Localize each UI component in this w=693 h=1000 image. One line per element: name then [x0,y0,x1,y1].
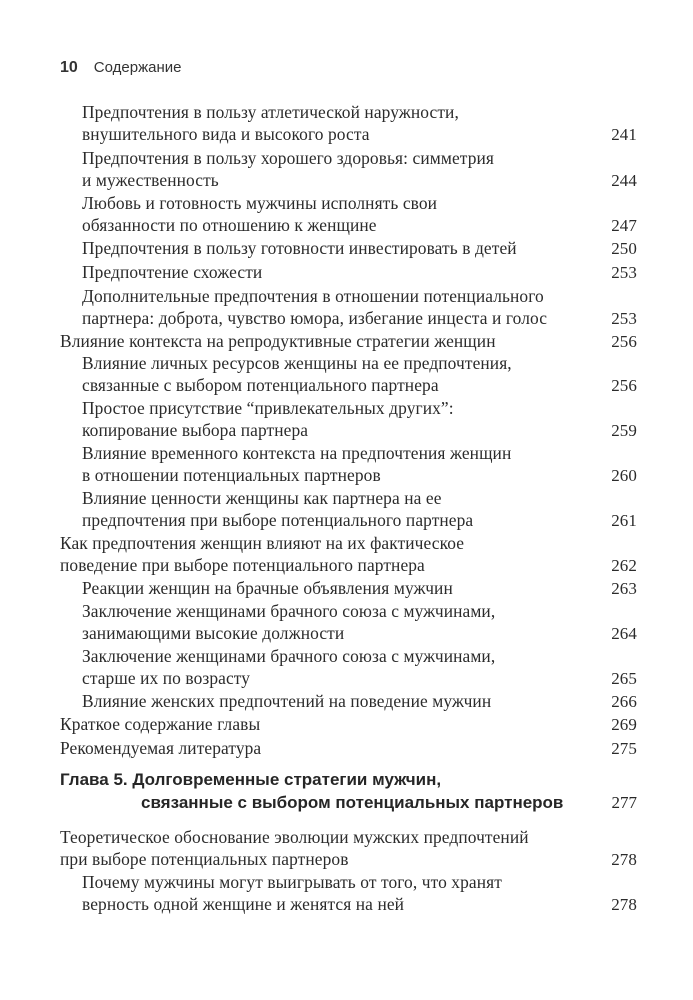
toc-entry-line1: Простое присутствие “привлекательных других”: [82,398,454,418]
toc-entry-line1: Заключение женщинами брачного союза с мужчинами, [82,601,496,621]
toc-entry [82,645,637,690]
toc-page-number: 259 [611,421,637,440]
toc-entry-line: Рекомендуемая литература [60,738,262,758]
toc-entry [82,577,637,600]
toc-entry-line2: при выборе потенциальных партнеров [60,849,349,869]
toc-entry-line1: Влияние временного контекста на предпочтения женщин [82,443,512,463]
toc-page-number: 253 [611,263,637,282]
toc-page-number: 260 [611,466,637,485]
toc-entry-line2: поведение при выборе потенциального партнера [60,555,425,575]
toc-entry [82,285,637,330]
toc-entry-line2: внушительного вида и высокого роста [82,124,370,144]
toc-entry-line1: Предпочтения в пользу атлетической наружности, [82,102,459,122]
running-title: Содержание [93,59,182,76]
toc-entry-line: Краткое содержание главы [60,714,261,734]
toc-entry [82,397,637,442]
toc-entry [82,871,637,916]
toc-entry-line2: старше их по возрасту [82,668,251,688]
toc-entry-line2: партнера: доброта, чувство юмора, избегание инцеста и голос [82,308,548,328]
toc-page-number: 262 [611,556,637,575]
toc-entry [82,690,637,713]
toc-entry [82,101,637,146]
toc-entry-line2: и мужественность [82,170,219,190]
toc-entry-line1: Влияние ценности женщины как партнера на ее [82,488,442,508]
toc-entry [82,237,637,260]
toc-entry [60,713,637,736]
toc-entry-line: Влияние контекста на репродуктивные стратегии женщин [60,331,496,351]
toc-entry-line1: Почему мужчины могут выигрывать от того, что хранят [82,872,502,892]
toc-page-number: 266 [611,692,637,711]
toc-entry-line: Предпочтение схожести [82,262,263,282]
toc-entry [82,147,637,192]
toc-entry [82,487,637,532]
toc-entry [60,330,637,353]
toc-page-number: 250 [611,239,637,258]
toc-entry-line1: Дополнительные предпочтения в отношении потенциального [82,286,544,306]
toc-page-number: 241 [611,125,637,144]
toc-page-number: 278 [611,850,637,869]
chapter-title-line1: Глава 5. Долговременные стратегии мужчин, [60,770,442,789]
toc-entry-line1: Заключение женщинами брачного союза с мужчинами, [82,646,496,666]
toc-entry-line2: обязанности по отношению к женщине [82,215,377,235]
toc-entry-line2: в отношении потенциальных партнеров [82,465,381,485]
toc-entry-line2: занимающими высокие должности [82,623,345,643]
toc-page-number: 278 [611,895,637,914]
chapter-heading [60,768,637,814]
toc-page-number: 244 [611,171,637,190]
toc-entry-line2: копирование выбора партнера [82,420,309,440]
toc-entry [82,352,637,397]
toc-entry-line2: предпочтения при выборе потенциального партнера [82,510,474,530]
page-number: 10 [60,59,78,76]
toc-page-number: 261 [611,511,637,530]
toc-entry [82,192,637,237]
toc-page-number: 253 [611,309,637,328]
toc-page-number: 277 [611,793,637,812]
toc-entry-line1: Любовь и готовность мужчины исполнять свои [82,193,438,213]
toc-entry [60,737,637,760]
toc-page-number: 265 [611,669,637,688]
toc-entry-line1: Теоретическое обоснование эволюции мужских предпочтений [60,827,529,847]
toc-entry-line: Предпочтения в пользу готовности инвестировать в детей [82,238,517,258]
toc-page-number: 247 [611,216,637,235]
toc-entry [60,826,637,871]
toc-page-number: 264 [611,624,637,643]
toc-entry-line2: связанные с выбором потенциального партнера [82,375,439,395]
running-header [60,59,181,77]
toc-page-number: 256 [611,332,637,351]
toc-entry-line1: Как предпочтения женщин влияют на их фактическое [60,533,465,553]
toc-entry-line: Влияние женских предпочтений на поведение мужчин [82,691,492,711]
toc-entry [82,261,637,284]
toc-entry [60,532,637,577]
toc-entry-line: Реакции женщин на брачные объявления мужчин [82,578,453,598]
toc-page-number: 256 [611,376,637,395]
toc-entry-line1: Влияние личных ресурсов женщины на ее предпочтения, [82,353,512,373]
toc-page-number: 263 [611,579,637,598]
chapter-title-line2: связанные с выбором потенциальных партнеров [141,793,564,812]
toc-entry-line2: верность одной женщине и женятся на ней [82,894,405,914]
toc-page-number: 269 [611,715,637,734]
toc-entry [82,600,637,645]
toc-page-number: 275 [611,739,637,758]
toc-entry-line1: Предпочтения в пользу хорошего здоровья: симметрия [82,148,495,168]
toc-entry [82,442,637,487]
